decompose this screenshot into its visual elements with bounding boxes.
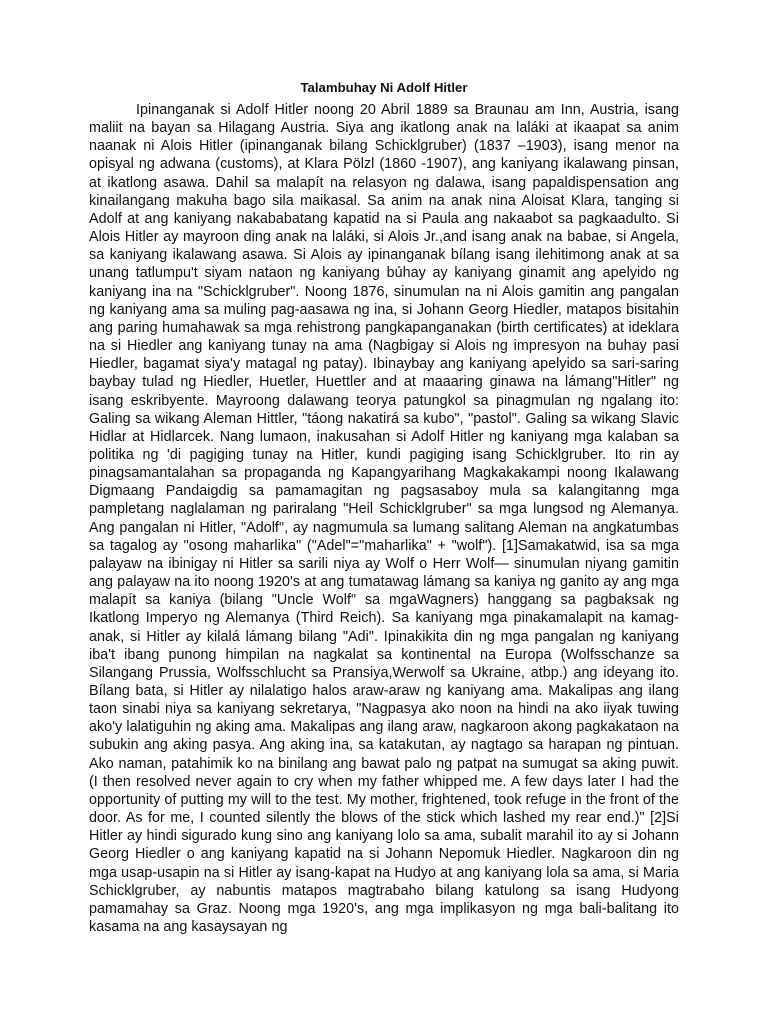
body-paragraph: Ipinanganak si Adolf Hitler noong 20 Abril 1889 sa Braunau am Inn, Austria, isang maliit na bayan sa Hilagang Austria. Siya ang ikatlong anak na laláki at ikaapat sa anim naanak ni Alois Hitler (ipinanganak bilang Schicklgruber) (1837 –1903), isang menor na opisyal ng adwana (customs), at Klara Pölzl (1860 -1907), ang kaniyang ikalawang pinsan, at ikatlong asawa. Dahil sa malapít na relasyon ng dalawa, isang papaldispensation ang kinailangang makuha bago sila maikasal. Sa anim na anak nina Aloisat Klara, tanging si Adolf at ang kaniyang nakababatang kapatid na si Paula ang nakaabot sa pagkaadulto. Si Alois Hitler ay mayroon ding anak na laláki, si Alois Jr.,and isang anak na babae, si Angela, sa kaniyang ikalawang asawa. Si Alois ay ipinanganak bílang isang ilehitimong anak at sa unang tatlumpu't siyam nataon ng kaniyang búhay ay kaniyang ginamit ang apelyido ng kaniyang ina na "Schicklgruber". Noong 1876, sinumulan na ni Alois gamitin ang pangalan ng kaniyang ama sa muling pag-aasawa ng ina, si Johann Georg Hiedler, matapos bisitahin ang paring humahawak sa mga rehistrong pangkapanganakan (birth certificates) at ideklara na si Hiedler ang kaniyang tunay na ama (Nagbigay si Alois ng impresyon na buhay pasi Hiedler, bagamat siya'y matagal ng patay). Ibinaybay ang kaniyang apelyido sa sari-saring baybay tulad ng Hiedler, Huetler, Huettler and at maaaring ginawa na lámang"Hitler" ng isang eskribyente. Mayroong dalawang teorya patungkol sa pinagmulan ng ngalang ito: Galing sa wikang Aleman Hittler, "táong nakatirá sa kubo", "pastol". Galing sa wikang Slavic Hidlar at Hidlarcek. Nang lumaon, inakusahan si Adolf Hitler ng kaniyang mga kalaban sa politika ng 'di pagiging tunay na Hitler, kundi pagiging isang Schicklgruber. Ito rin ay pinagsamantalahan sa propaganda ng Kapangyarihang Magkakakampi noong Ikalawang Digmaang Pandaigdig sa pamamagitan ng pagsasaboy mula sa kalangitanng mga pampletang naglalaman ng pariralang "Heil Schicklgruber" sa mga lungsod ng Alemanya. Ang pangalan ni Hitler, "Adolf", ay nagmumula sa lumang salitang Aleman na angkatumbas sa tagalog ay "osong maharlika" ("Adel"="maharlika" + "wolf"). [1]Samakatwid, isa sa mga palayaw na ibinigay ni Hitler sa sarili niya ay Wolf o Herr Wolf— sinumulan niyang gamitin ang palayaw na ito noong 1920's at ang tumatawag lámang sa kaniya ng ganito ay ang mga malapít sa kaniya (bilang "Uncle Wolf" sa mgaWagners) hanggang sa pagbaksak ng Ikatlong Imperyo ng Alemanya (Third Reich). Sa kaniyang mga pinakamalapit na kamag-anak, si Hitler ay kilalá lámang bilang "Adi". Ipinakikita din ng mga pangalan ng kaniyang iba't ibang punong himpilan na nagkalat sa kontinental na Europa (Wolfsschanze sa Silangang Prussia, Wolfsschlucht sa Pransiya,Werwolf sa Ukraine, atbp.) ang ideyang ito. Bílang bata, si Hitler ay nilalatigo halos araw-araw ng kaniyang ama. Makalipas ang ilang taon sinabi niya sa kaniyang sekretarya, "Nagpasya ako noon na hindi na ako iiyak tuwing ako'y lalatiguhin ng aking ama. Makalipas ang ilang araw, nagkaroon akong pagkakataon na subukin ang aking pasya. Ang aking ina, sa katakutan, ay nagtago sa harapan ng pintuan. Ako naman, patahimik ko na binilang ang bawat palo ng patpat na sumugat sa aking puwit. (I then resolved never again to cry when my father whipped me. A few days later I had the opportunity of putting my will to the test. My mother, frightened, took refuge in the front of the door. As for me, I counted silently the blows of the stick which lashed my rear end.)" [2]Si Hitler ay hindi sigurado kung sino ang kaniyang lolo sa ama, subalit marahil ito ay si Johann Georg Hiedler o ang kaniyang kapatid na si Johann Nepomuk Hiedler. Nagkaroon din ng mga usap-usapin na si Hitler ay isang-kapat na Hudyo at ang kaniyang lola sa ama, si Maria Schicklgruber, ay nabuntis matapos magtrabaho bilang katulong sa isang Hudyong pamamahay sa Graz. Noong mga 1920's, ang mga implikasyon ng mga bali-balitang ito kasama na ang kasaysayan ng (89, 102, 679, 936)
document-title: Talambuhay Ni Adolf Hitler (300, 80, 468, 95)
